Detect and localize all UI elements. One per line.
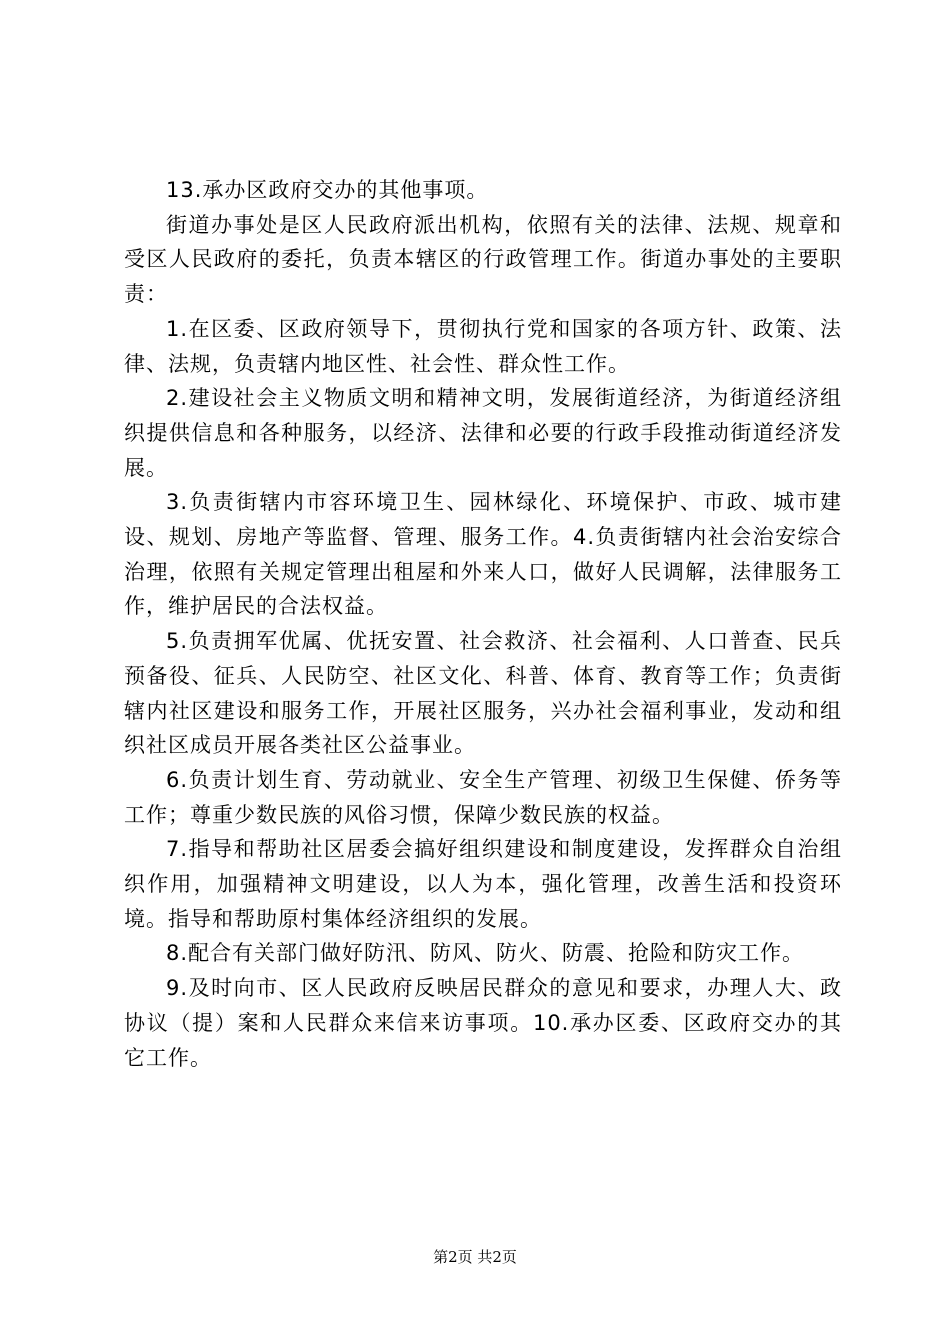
document-body (124, 173, 842, 1075)
paragraph: 街道办事处是区人民政府派出机构，依照有关的法律、法规、规章和受区人民政府的委托，负责本辖区的行政管理工作。街道办事处的主要职责： (124, 212, 842, 307)
paragraph: 3.负责街辖内市容环境卫生、园林绿化、环境保护、市政、城市建设、规划、房地产等监督、管理、服务工作。4.负责街辖内社会治安综合治理，依照有关规定管理出租屋和外来人口，做好人民调解，法律服务工作，维护居民的合法权益。 (124, 490, 842, 619)
paragraph: 2.建设社会主义物质文明和精神文明，发展街道经济，为街道经济组织提供信息和各种服务，以经济、法律和必要的行政手段推动街道经济发展。 (124, 386, 842, 480)
paragraph: 13.承办区政府交办的其他事项。 (166, 178, 489, 202)
paragraph: 7.指导和帮助社区居委会搞好组织建设和制度建设，发挥群众自治组织作用，加强精神文明建设，以人为本，强化管理，改善生活和投资环境。指导和帮助原村集体经济组织的发展。 (124, 837, 842, 931)
paragraph: 9.及时向市、区人民政府反映居民群众的意见和要求，办理人大、政协议（提）案和人民群众来信来访事项。10.承办区委、区政府交办的其它工作。 (124, 976, 842, 1070)
paragraph: 8.配合有关部门做好防汛、防风、防火、防震、抢险和防灾工作。 (166, 941, 805, 966)
paragraph: 6.负责计划生育、劳动就业、安全生产管理、初级卫生保健、侨务等工作；尊重少数民族的风俗习惯，保障少数民族的权益。 (124, 767, 842, 827)
page-number-footer: 第2页 共2页 (433, 1248, 517, 1266)
paragraph: 5.负责拥军优属、优抚安置、社会救济、社会福利、人口普查、民兵预备役、征兵、人民防空、社区文化、科普、体育、教育等工作；负责街辖内社区建设和服务工作，开展社区服务，兴办社会福利事业，发动和组织社区成员开展各类社区公益事业。 (124, 629, 842, 758)
paragraph: 1.在区委、区政府领导下，贯彻执行党和国家的各项方针、政策、法律、法规，负责辖内地区性、社会性、群众性工作。 (124, 316, 842, 376)
